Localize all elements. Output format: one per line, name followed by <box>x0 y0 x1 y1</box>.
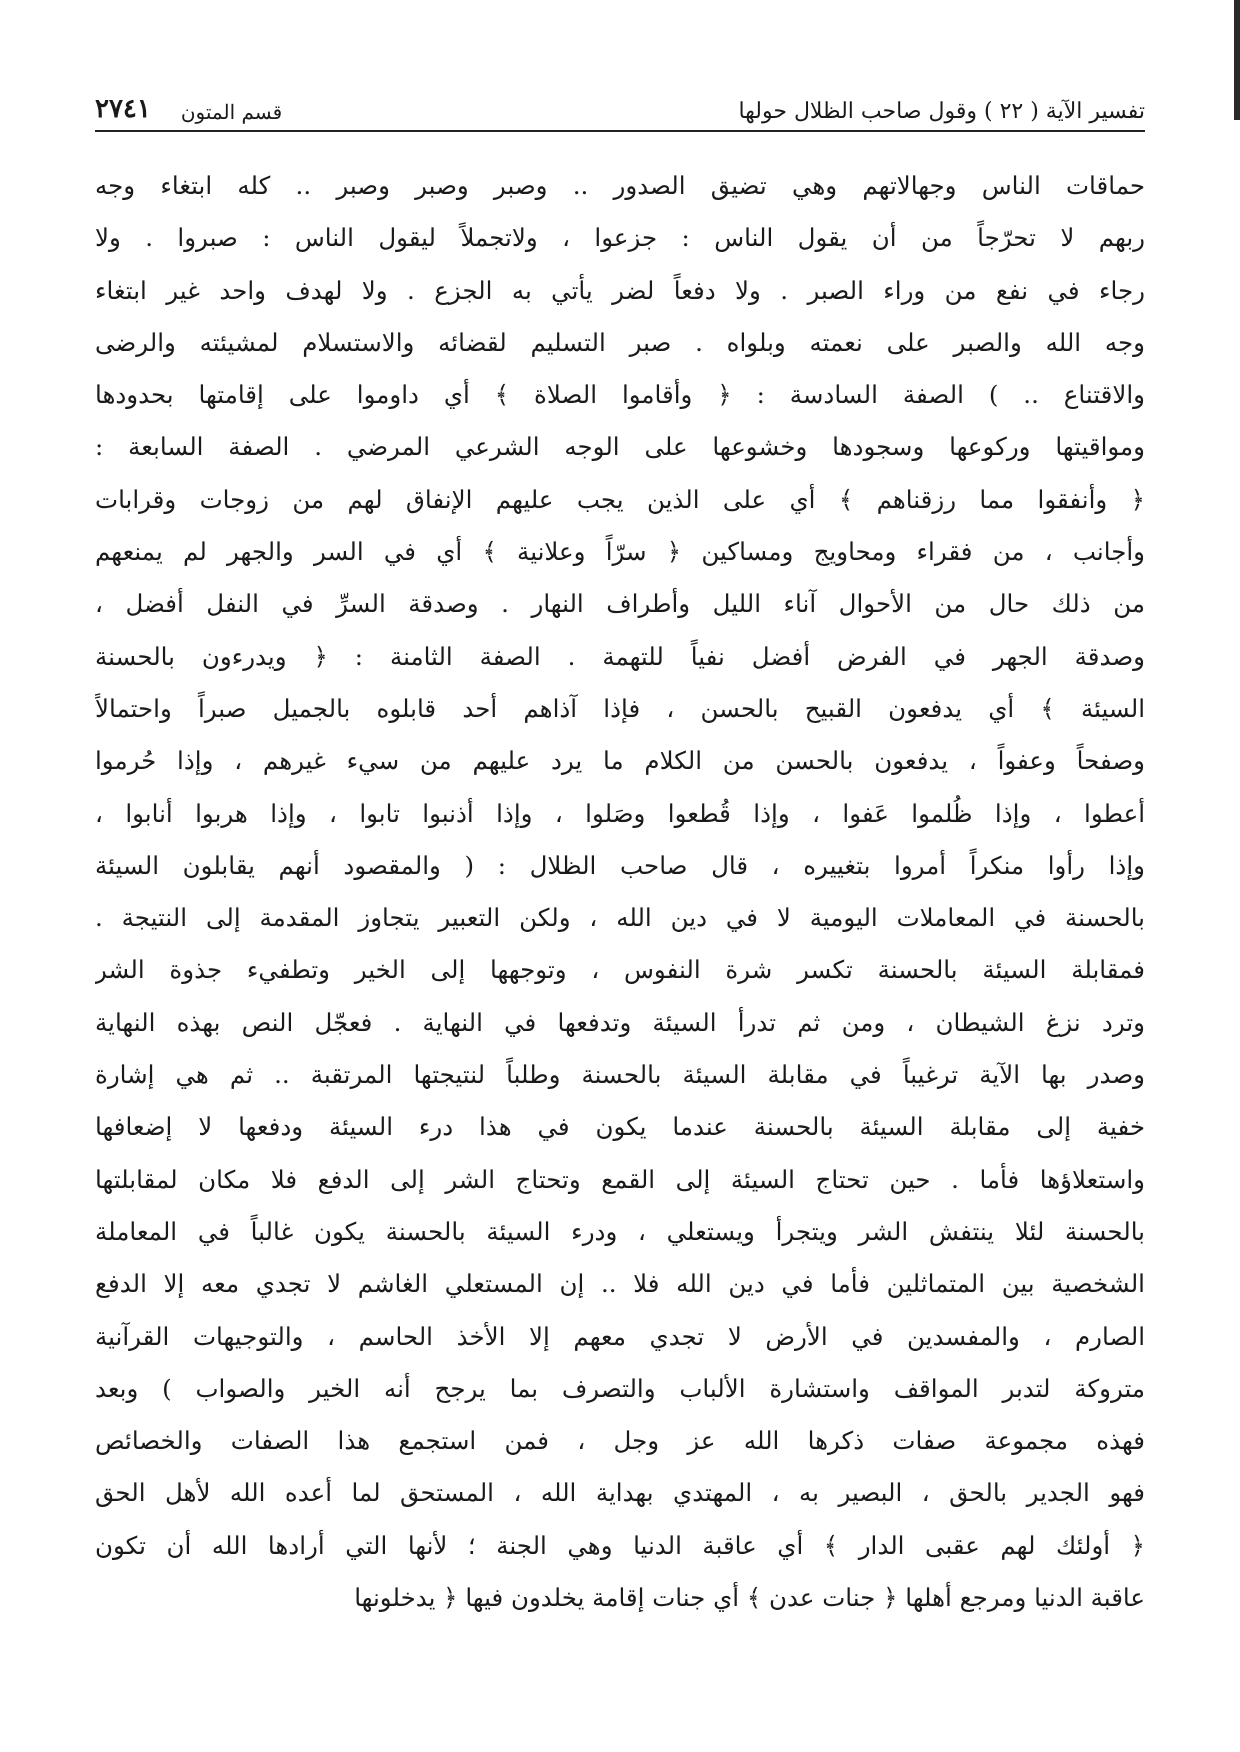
text-line: وجه الله والصبر على نعمته وبلواه . صبر التسليم لقضائه والاستسلام لمشيئته والرضى <box>95 327 1145 357</box>
text-line: الشخصية بين المتماثلين فأما في دين الله فلا .. إن المستعلي الغاشم لا تجدي معه إلا الدفع <box>95 1269 1145 1299</box>
text-line: خفية إلى مقابلة السيئة بالحسنة عندما يكون في هذا درء السيئة ودفعها لا إضعافها <box>95 1112 1145 1142</box>
text-line: فهو الجدير بالحق ، البصير به ، المهتدي بهداية الله ، المستحق لما أعده الله لأهل الحق <box>95 1478 1145 1508</box>
text-line: واستعلاؤها فأما . حين تحتاج السيئة إلى القمع وتحتاج الشر إلى الدفع فلا مكان لمقابلتها <box>95 1164 1145 1194</box>
text-line: الصارم ، والمفسدين في الأرض لا تجدي معهم إلا الأخذ الحاسم ، والتوجيهات القرآنية <box>95 1321 1145 1351</box>
text-line: فمقابلة السيئة بالحسنة تكسر شرة النفوس ، وتوجهها إلى الخير وتطفيء جذوة الشر <box>95 955 1145 985</box>
page-body-text <box>95 160 1145 1624</box>
text-line: وصدقة الجهر في الفرض أفضل نفياً للتهمة . الصفة الثامنة : ﴿ ويدرءون بالحسنة <box>95 641 1145 671</box>
text-line: ﴿ وأنفقوا مما رزقناهم ﴾ أي على الذين يجب عليهم الإنفاق لهم من زوجات وقرابات <box>95 484 1145 514</box>
page-number: ٢٧٤١ <box>95 94 151 124</box>
text-line: السيئة ﴾ أي يدفعون القبيح بالحسن ، فإذا آذاهم أحد قابلوه بالجميل صبراً واحتمالاً <box>95 693 1145 723</box>
header-divider <box>95 130 1145 132</box>
page-edge-scan-mark <box>1200 0 1240 120</box>
text-line: من ذلك حال من الأحوال آناء الليل وأطراف النهار . وصدقة السرِّ في النفل أفضل ، <box>95 589 1145 619</box>
text-line: وصفحاً وعفواً ، يدفعون بالحسن من الكلام ما يرد عليهم من سيء غيرهم ، وإذا حُرموا <box>95 746 1145 776</box>
text-line: فهذه مجموعة صفات ذكرها الله عز وجل ، فمن استجمع هذا الصفات والخصائص <box>95 1426 1145 1456</box>
text-line: بالحسنة في المعاملات اليومية لا في دين الله ، ولكن التعبير يتجاوز المقدمة إلى النتيجة . <box>95 903 1145 933</box>
section-label: قسم المتون <box>180 100 283 124</box>
text-line: وصدر بها الآية ترغيباً في مقابلة السيئة بالحسنة وطلباً لنتيجتها المرتقبة .. ثم هي إشارة <box>95 1060 1145 1090</box>
text-line: رجاء في نفع من وراء الصبر . ولا دفعاً لضر يأتي به الجزع . ولا لهدف واحد غير ابتغاء <box>95 275 1145 305</box>
text-line: والاقتناع .. ) الصفة السادسة : ﴿ وأقاموا الصلاة ﴾ أي داوموا على إقامتها بحدودها <box>95 380 1145 410</box>
text-line: ﴿ أولئك لهم عقبى الدار ﴾ أي عاقبة الدنيا وهي الجنة ؛ لأنها التي أرادها الله أن تكون <box>95 1530 1145 1560</box>
text-line: وإذا رأوا منكراً أمروا بتغييره ، قال صاحب الظلال : ( والمقصود أنهم يقابلون السيئة <box>95 850 1145 880</box>
page-header <box>95 88 1145 124</box>
text-line: عاقبة الدنيا ومرجع أهلها ﴿ جنات عدن ﴾ أي جنات إقامة يخلدون فيها ﴿ يدخلونها <box>354 1583 1145 1613</box>
text-line: أعطوا ، وإذا ظُلموا عَفوا ، وإذا قُطعوا وصَلوا ، وإذا أذنبوا تابوا ، وإذا هربوا أنابوا ، <box>95 798 1145 828</box>
header-meta <box>95 94 282 124</box>
running-title: تفسير الآية ( ٢٢ ) وقول صاحب الظلال حولها <box>738 99 1145 124</box>
text-line: حماقات الناس وجهالاتهم وهي تضيق الصدور .. وصبر وصبر وصبر .. كله ابتغاء وجه <box>95 171 1145 200</box>
text-line: بالحسنة لئلا ينتفش الشر ويتجرأ ويستعلي ، ودرء السيئة بالحسنة يكون غالباً في المعاملة <box>95 1216 1145 1246</box>
text-line: متروكة لتدبر المواقف واستشارة الألباب والتصرف بما يرجح أنه الخير والصواب ) وبعد <box>95 1373 1145 1403</box>
text-line: ومواقيتها وركوعها وسجودها وخشوعها على الوجه الشرعي المرضي . الصفة السابعة : <box>95 432 1145 462</box>
text-line: ربهم لا تحرّجاً من أن يقول الناس : جزعوا ، ولاتجملاً ليقول الناس : صبروا . ولا <box>95 223 1145 253</box>
text-line: وترد نزغ الشيطان ، ومن ثم تدرأ السيئة وتدفعها في النهاية . فعجّل النص بهذه النهاية <box>95 1007 1145 1037</box>
text-line: وأجانب ، من فقراء ومحاويج ومساكين ﴿ سرّاً وعلانية ﴾ أي في السر والجهر لم يمنعهم <box>95 537 1145 567</box>
